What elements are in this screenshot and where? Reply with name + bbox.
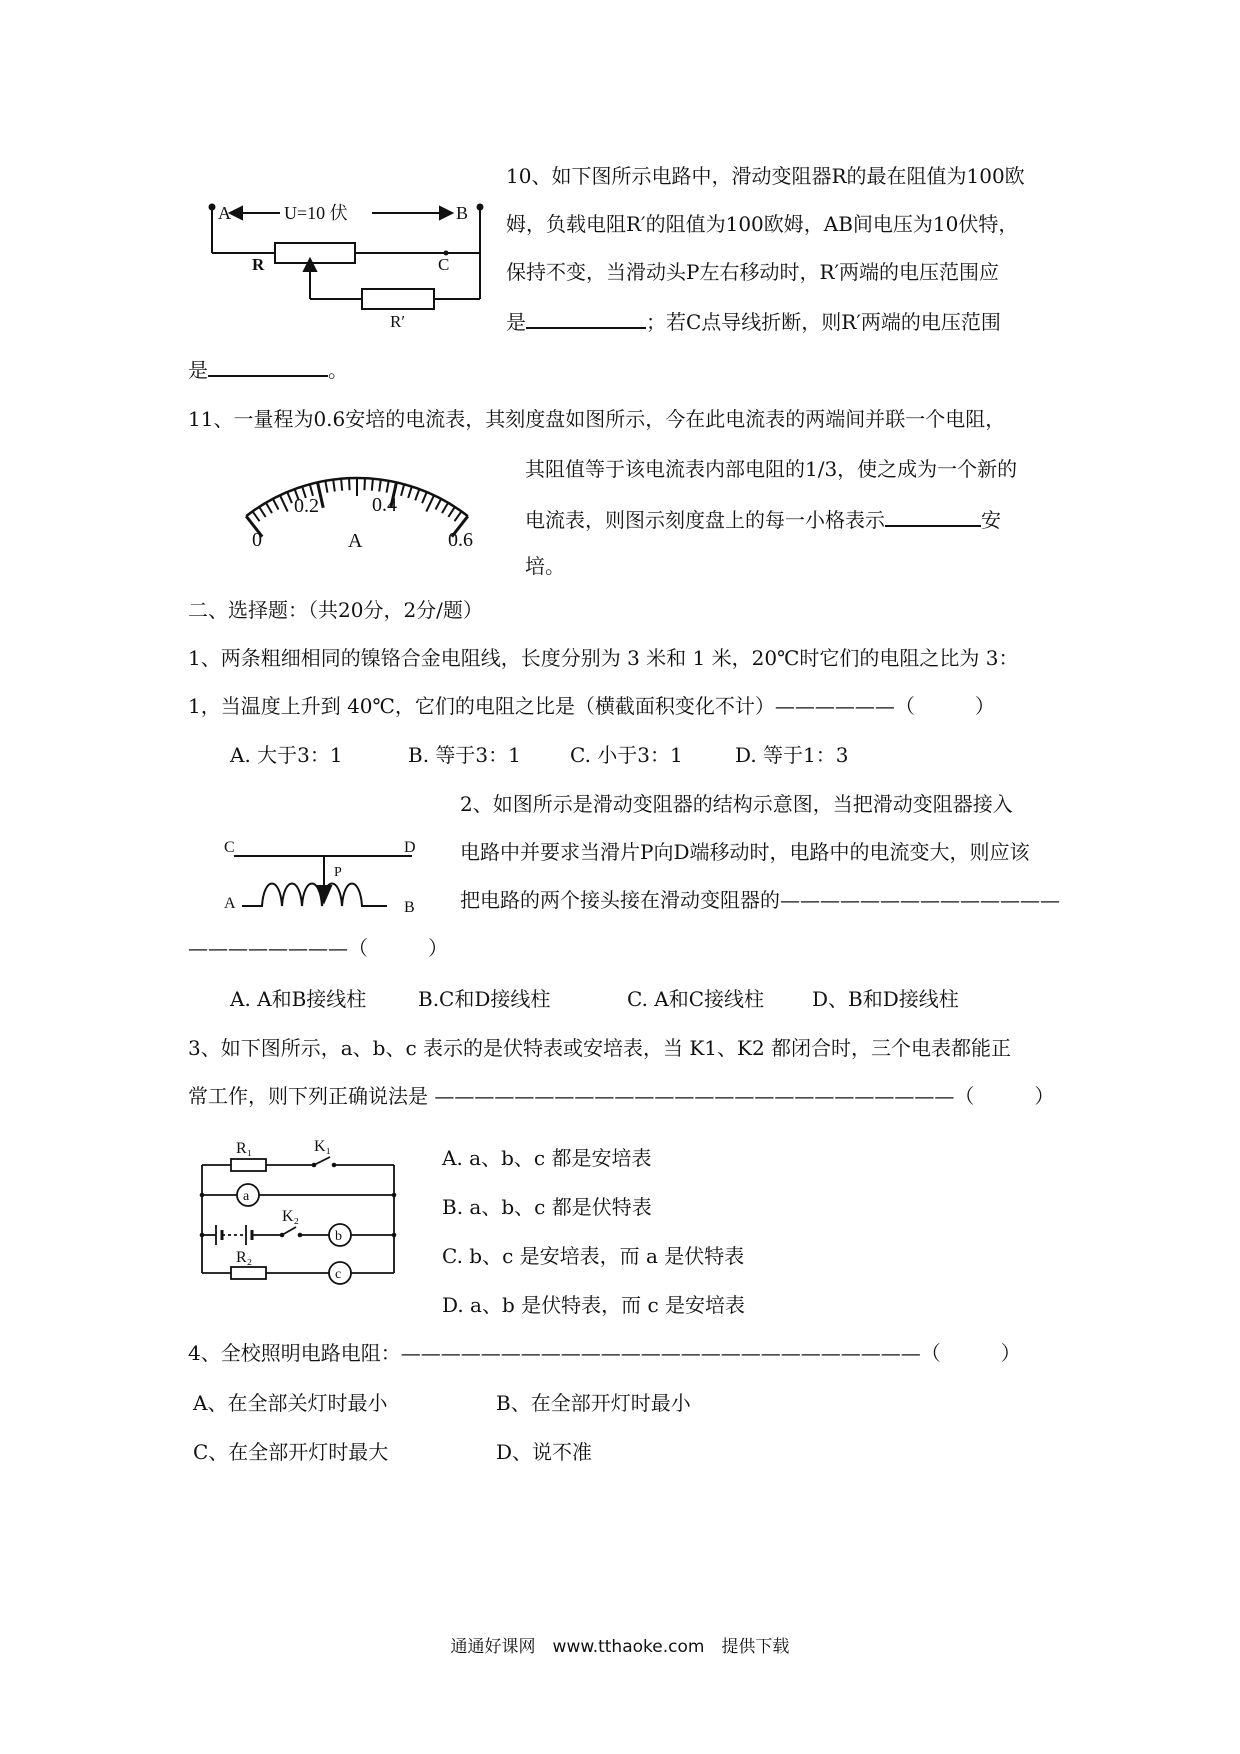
dial-tick: [448, 507, 455, 517]
circuit-label-r1: R₁: [236, 1140, 253, 1157]
dial-tick: [379, 480, 381, 492]
s1-option-a: A. 大于3：1: [230, 743, 343, 767]
q11-line3: [525, 505, 1001, 533]
dial-tick: [341, 479, 342, 491]
dial-tick: [325, 481, 327, 493]
q10-line4: [506, 307, 1001, 335]
s1-option-d: D. 等于1：3: [735, 743, 849, 767]
dial-label-0-4: 0.4: [372, 494, 397, 516]
s3-option-b: B. a、b、c 都是伏特表: [442, 1195, 652, 1219]
page-footer: 通通好课网 www.tthaoke.com 提供下载: [450, 1637, 790, 1657]
q10-end: 。: [328, 358, 348, 382]
rheostat-label-d: D: [404, 839, 416, 856]
q10-line2: 姆，负载电阻R′的阻值为100欧姆，AB间电压为10伏特，: [506, 212, 1019, 236]
dial-tick: [408, 487, 412, 498]
rheostat-structure-figure: [222, 830, 452, 930]
dial-tick: [415, 489, 419, 500]
meter-circuit-figure: [198, 1135, 418, 1285]
dial-tick: [436, 499, 442, 510]
dial-tick: [426, 495, 434, 511]
s4-option-c: C、在全部开灯时最大: [193, 1440, 389, 1464]
q10-label-r: R: [252, 255, 265, 274]
dial-tick: [422, 492, 427, 503]
s2-option-a: A. A和B接线柱: [230, 987, 367, 1011]
s3-option-a: A. a、b、c 都是安培表: [442, 1146, 652, 1170]
dial-tick: [364, 478, 365, 490]
s2-line2: 电路中并要求当滑片P向D端移动时，电路中的电流变大，则应该: [460, 840, 1030, 864]
s3-option-c: C. b、c 是安培表，而 a 是伏特表: [442, 1244, 745, 1268]
q10-label-b: B: [456, 203, 469, 223]
circuit-label-k2: K₂: [282, 1208, 300, 1225]
dial-tick: [372, 479, 373, 491]
circuit-label-r2: R₂: [236, 1249, 253, 1266]
q11-prefix: 电流表，则图示刻度盘上的每一小格表示: [525, 508, 885, 532]
q10-line3: 保持不变，当滑动头P左右移动时，R′两端的电压范围应: [506, 260, 1000, 284]
dial-tick: [349, 478, 350, 490]
dial-tick: [401, 484, 404, 496]
dial-tick: [387, 481, 389, 493]
dial-tick: [280, 495, 288, 511]
s2-option-c: C. A和C接线柱: [627, 987, 765, 1011]
s2-option-b: B.C和D接线柱: [418, 987, 551, 1011]
dial-tick: [442, 503, 448, 513]
s4-line1: 4、全校照明电路电阻：——————————————————————————（ ）: [188, 1341, 1021, 1365]
q10-line5: [188, 355, 348, 383]
ammeter-dial-figure: [212, 448, 502, 568]
q10-prefix: 是: [506, 310, 526, 334]
s1-option-c: C. 小于3：1: [570, 743, 683, 767]
q10-label-c: C: [438, 255, 450, 274]
s4-option-a: A、在全部关灯时最小: [193, 1391, 388, 1415]
dial-tick: [253, 511, 260, 521]
s3-option-d: D. a、b 是伏特表，而 c 是安培表: [442, 1293, 746, 1317]
dial-tick: [333, 480, 335, 492]
q10-label-a: A: [218, 203, 231, 223]
s2-line3: 把电路的两个接头接在滑动变阻器的——————————————: [460, 888, 1060, 912]
s3-line1: 3、如下图所示，a、b、c 表示的是伏特表或安培表，当 K1、K2 都闭合时，三个电表都能正: [188, 1036, 1012, 1060]
q11-answer-blank[interactable]: [885, 505, 981, 527]
s1-line1: 1、两条粗细相同的镍铬合金电阻线，长度分别为 3 米和 1 米，20℃时它们的电阻之比为 3：: [188, 646, 1019, 670]
meter-a-label: a: [243, 1189, 250, 1204]
q11-line2: 其阻值等于该电流表内部电阻的1/3，使之成为一个新的: [525, 457, 1018, 481]
s4-option-b: B、在全部开灯时最小: [496, 1391, 691, 1415]
q10-answer-blank-1[interactable]: [526, 307, 646, 329]
meter-c-label: c: [335, 1267, 342, 1282]
q10-circuit-figure: [200, 195, 500, 335]
dial-tick: [273, 499, 279, 510]
rheostat-label-a: A: [224, 895, 236, 912]
dial-scale: [246, 478, 468, 537]
s2-line1: 2、如图所示是滑动变阻器的结构示意图，当把滑动变阻器接入: [460, 792, 1013, 816]
dial-label-0: 0: [252, 529, 262, 551]
rheostat-label-p: P: [334, 865, 342, 880]
q11-suffix: 安: [981, 508, 1001, 532]
s2-option-d: D、B和D接线柱: [812, 987, 959, 1011]
dial-tick: [266, 503, 272, 513]
dial-tick: [454, 511, 461, 521]
q10-answer-blank-2[interactable]: [208, 355, 328, 377]
q10-label-rprime: R′: [390, 312, 406, 331]
s4-option-d: D、说不准: [496, 1440, 593, 1464]
dial-tick: [259, 507, 266, 517]
meter-b-label: b: [335, 1229, 342, 1244]
circuit-label-k1: K₁: [314, 1138, 332, 1155]
q10-label-u: U=10 伏: [284, 203, 348, 223]
q10-line1: 10、如下图所示电路中，滑动变阻器R的最在阻值为100欧: [506, 164, 1025, 188]
rheostat-label-b: B: [404, 899, 415, 916]
section2-title: 二、选择题：（共20分，2分/题）: [188, 598, 483, 622]
dial-label-0-6: 0.6: [448, 529, 473, 551]
dial-tick: [287, 492, 292, 503]
q11-line1: 11、一量程为0.6安培的电流表，其刻度盘如图所示，今在此电流表的两端间并联一个电阻，: [188, 407, 1006, 431]
dial-unit-label: A: [348, 530, 363, 552]
rheostat-label-c: C: [224, 839, 235, 856]
q10-suffix: ；若C点导线折断，则R′两端的电压范围: [646, 310, 1001, 334]
s2-line4: ————————（ ）: [188, 936, 448, 960]
q10-prefix-2: 是: [188, 358, 208, 382]
s1-line2: 1，当温度上升到 40℃，它们的电阻之比是（横截面积变化不计）——————（ ）: [188, 694, 995, 718]
s1-option-b: B. 等于3：1: [408, 743, 521, 767]
dial-label-0-2: 0.2: [294, 495, 319, 517]
s3-line2: 常工作，则下列正确说法是 ——————————————————————————（ ）: [188, 1084, 1055, 1108]
q11-line4: 培。: [525, 554, 565, 578]
